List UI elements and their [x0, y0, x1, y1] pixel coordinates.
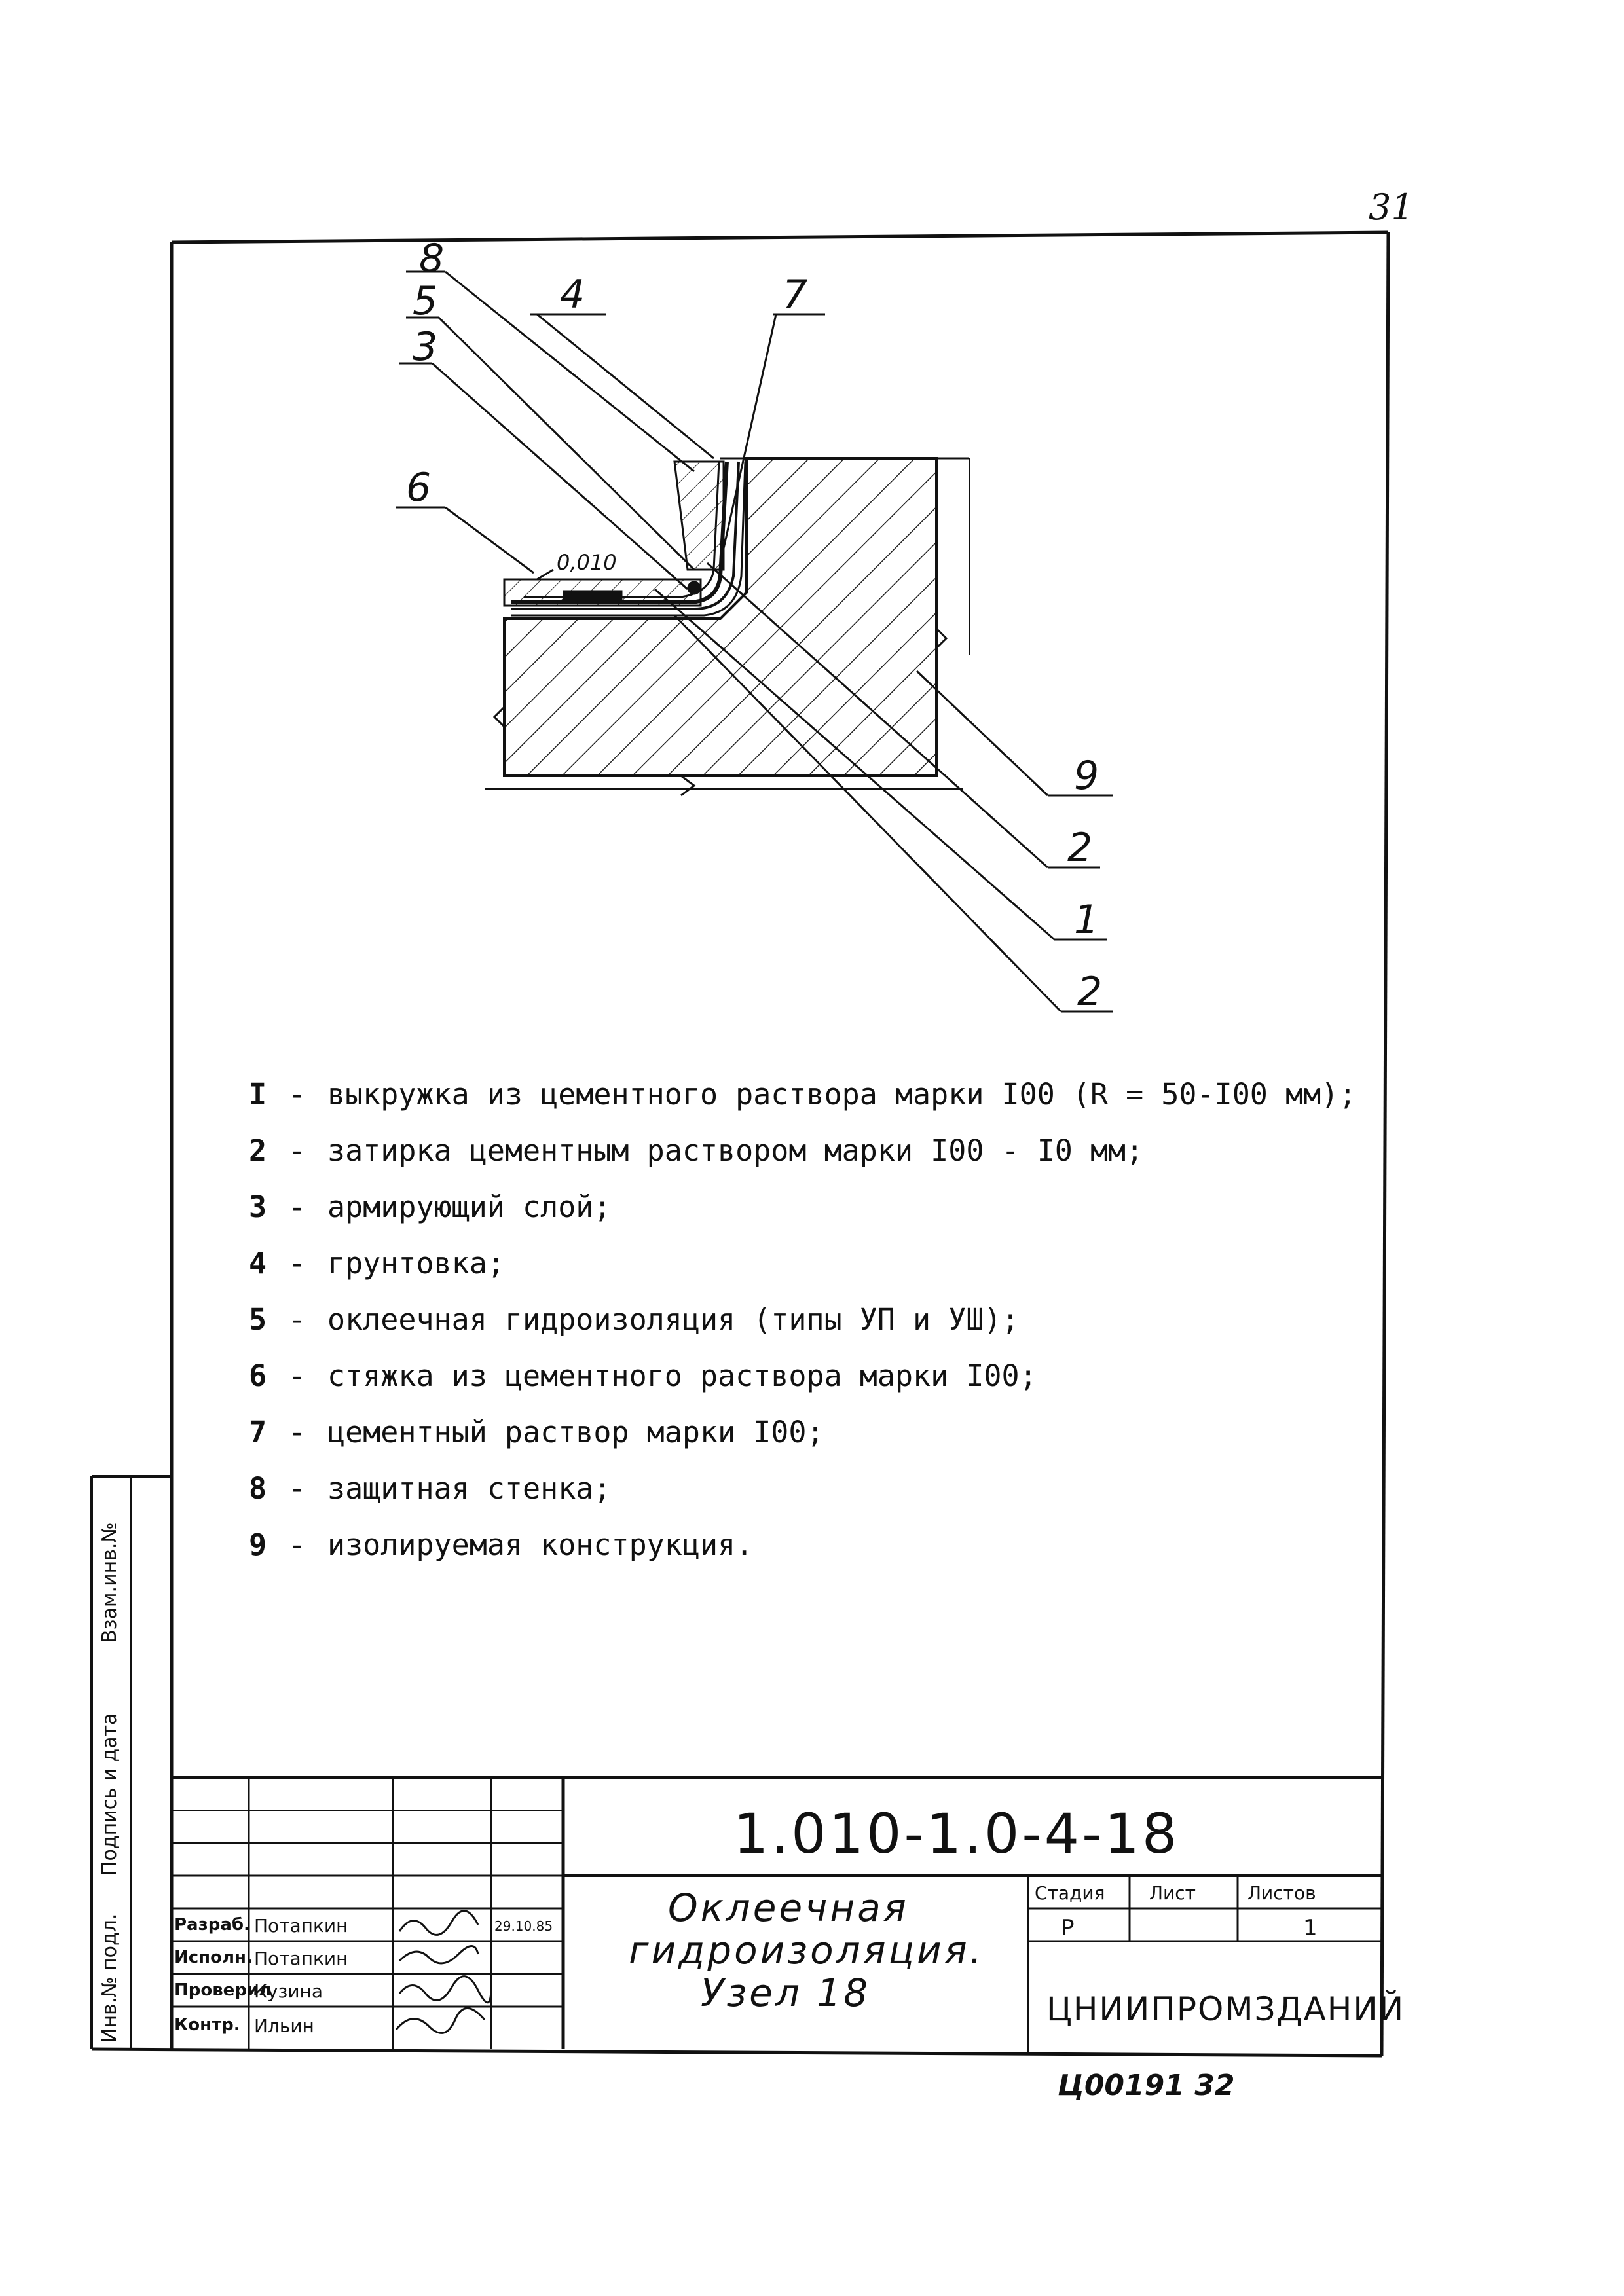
signatures	[396, 1911, 491, 2033]
side-stamp-sign-date: Подпись и дата	[98, 1713, 121, 1876]
legend-item: 3 - армирующий слой;	[249, 1190, 612, 1224]
side-stamp-vzam-inv: Взам.инв.№	[98, 1522, 121, 1643]
callout-8: 8	[419, 236, 445, 282]
callout-2-upper: 2	[1067, 825, 1093, 871]
stage-label: Стадия	[1035, 1882, 1105, 1904]
organization-name: ЦНИИПРОМЗДАНИЙ	[1046, 1990, 1405, 2028]
insulated-construction	[485, 458, 969, 795]
legend	[249, 1077, 1362, 1584]
callout-1: 1	[1074, 897, 1099, 943]
document-designation: 1.010-1.0-4-18	[733, 1802, 1180, 1866]
callout-4: 4	[560, 272, 585, 318]
callout-2-lower: 2	[1077, 969, 1103, 1015]
side-stamp-inv-orig: Инв.№ подл.	[98, 1913, 121, 2043]
callout-5: 5	[413, 278, 438, 324]
elevation-value: 0,010	[557, 550, 617, 575]
signer-name: Потапкин	[254, 1948, 348, 1969]
sheets-value: 1	[1303, 1915, 1318, 1941]
page-number: 31	[1369, 187, 1414, 228]
callout-7: 7	[783, 272, 808, 318]
archive-number: Ц00191 32	[1058, 2069, 1235, 2102]
signer-role: Контр.	[174, 2015, 240, 2035]
legend-item: 8 - защитная стенка;	[249, 1471, 612, 1506]
stage-value: Р	[1061, 1915, 1075, 1941]
title-line-2: гидроизоляция.	[629, 1928, 985, 1973]
signer-name: Потапкин	[254, 1915, 348, 1937]
title-line-3: Узел 18	[701, 1971, 871, 2015]
callout-6: 6	[406, 465, 432, 511]
signer-role: Проверил	[174, 1980, 272, 2000]
signer-name: Кузина	[254, 1980, 323, 2002]
legend-item: 6 - стяжка из цементного раствора марки I00;	[249, 1358, 1037, 1393]
signer-date: 29.10.85	[494, 1918, 553, 1934]
sheets-label: Листов	[1247, 1882, 1316, 1904]
callout-9: 9	[1074, 753, 1099, 799]
legend-item: 2 - затирка цементным раствором марки I00 - I0 мм;	[249, 1133, 1144, 1168]
legend-item: I - выкружка из цементного раствора марки I00 (R = 50-I00 мм);	[249, 1077, 1357, 1112]
callout-3: 3	[413, 324, 438, 370]
sheet-label: Лист	[1149, 1882, 1196, 1904]
legend-item: 5 - оклеечная гидроизоляция (типы УП и УШ);	[249, 1302, 1020, 1337]
signer-role: Разраб.	[174, 1915, 250, 1935]
legend-item: 4 - грунтовка;	[249, 1246, 505, 1281]
signer-role: Исполн.	[174, 1948, 253, 1967]
legend-item: 9 - изолируемая конструкция.	[249, 1527, 754, 1562]
legend-item: 7 - цементный раствор марки I00;	[249, 1415, 824, 1449]
signer-name: Ильин	[254, 2015, 314, 2037]
title-line-1: Оклеечная	[668, 1886, 909, 1930]
